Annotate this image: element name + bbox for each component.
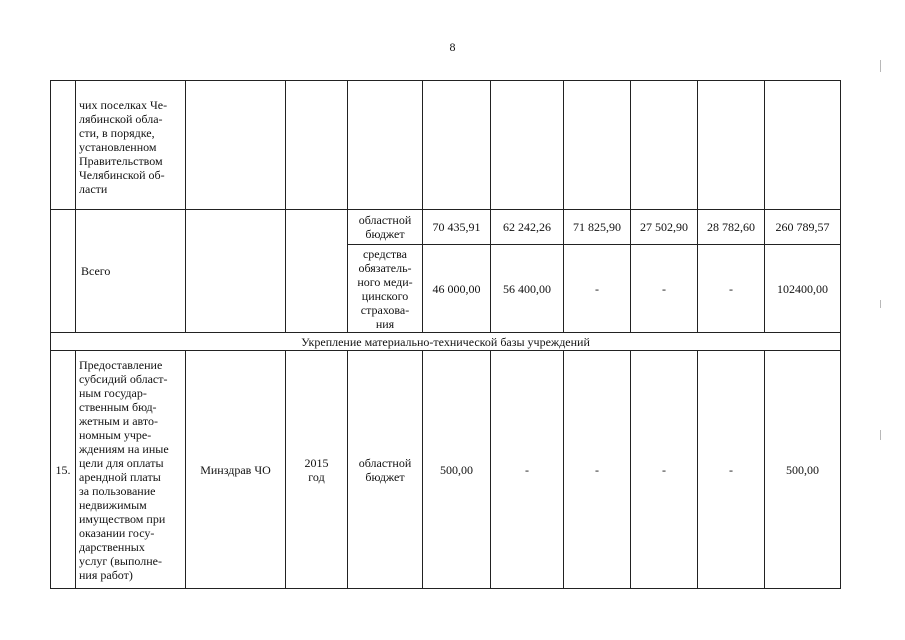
row-number-cell: [51, 210, 76, 333]
item-row-15: [51, 351, 841, 589]
value-cell: [564, 81, 631, 210]
value-cell: 46 000,00: [423, 245, 491, 333]
funding-source: средства обязатель- ного меди- цинского страхова- ния: [348, 245, 423, 333]
total-row-regional-budget: [51, 210, 841, 245]
value-cell: 28 782,60: [698, 210, 765, 245]
value-cell: [765, 81, 841, 210]
value-cell: -: [631, 245, 698, 333]
executor: Минздрав ЧО: [186, 351, 286, 589]
value-cell: [491, 81, 564, 210]
measure-description: чих поселках Че- лябинской обла- сти, в порядке, установленном Правительством Челябинской об- ласти: [76, 81, 186, 210]
executor-cell: [186, 210, 286, 333]
value-cell: -: [491, 351, 564, 589]
scan-edge-mark: [880, 60, 881, 72]
total-label: Всего: [76, 210, 186, 333]
period: 2015 год: [286, 351, 348, 589]
value-cell: [423, 81, 491, 210]
total-value-cell: 102400,00: [765, 245, 841, 333]
source-cell: [348, 81, 423, 210]
value-cell: 71 825,90: [564, 210, 631, 245]
executor-cell: [186, 81, 286, 210]
value-cell: -: [698, 351, 765, 589]
period-cell: [286, 210, 348, 333]
value-cell: -: [564, 245, 631, 333]
row-number: 15.: [51, 351, 76, 589]
funding-source: областной бюджет: [348, 351, 423, 589]
row-number-cell: [51, 81, 76, 210]
scan-edge-mark: [880, 300, 881, 308]
section-header-row: [51, 333, 841, 351]
value-cell: 62 242,26: [491, 210, 564, 245]
page-number: 8: [449, 40, 456, 54]
value-cell: [631, 81, 698, 210]
measure-description: Предоставление субсидий област- ным государ- ственным бюд- жетным и авто- номным учре- ждениям на иные цели для оплаты арендной платы за пользование недвижимым имуществом при оказании госу- дарственных услуг (выполне- ния работ): [76, 351, 186, 589]
scan-edge-mark: [880, 430, 881, 440]
total-value-cell: 260 789,57: [765, 210, 841, 245]
value-cell: -: [631, 351, 698, 589]
value-cell: -: [698, 245, 765, 333]
value-cell: 56 400,00: [491, 245, 564, 333]
period-cell: [286, 81, 348, 210]
program-table: [50, 80, 841, 589]
value-cell: 27 502,90: [631, 210, 698, 245]
total-value-cell: 500,00: [765, 351, 841, 589]
value-cell: 70 435,91: [423, 210, 491, 245]
value-cell: 500,00: [423, 351, 491, 589]
continuation-row: [51, 81, 841, 210]
section-header: Укрепление материально-технической базы учреждений: [51, 333, 841, 351]
value-cell: [698, 81, 765, 210]
funding-source: областной бюджет: [348, 210, 423, 245]
value-cell: -: [564, 351, 631, 589]
